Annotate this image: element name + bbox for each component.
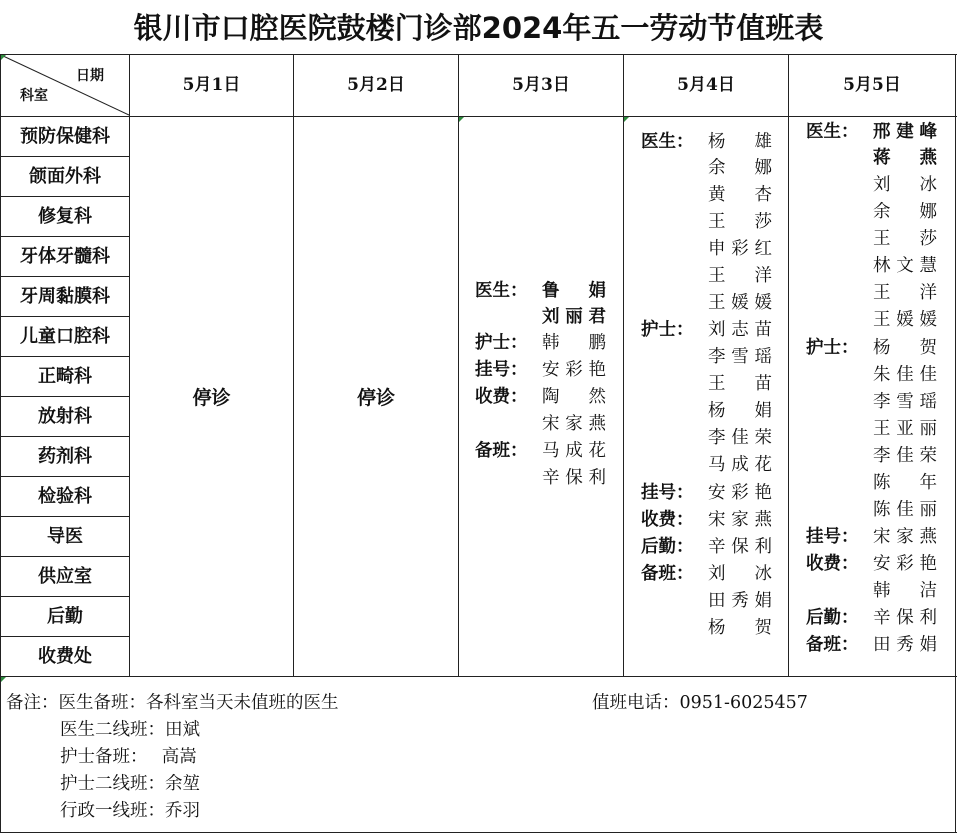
staff-name: 陶 然 [542,387,606,407]
staff-name: 杨 贺 [708,618,772,638]
staff-name: 杨 贺 [873,338,937,358]
department-label: 预防保健科 [20,126,110,147]
doctor-label: 医生： [641,132,694,152]
staff-name: 韩 鹏 [542,333,606,353]
staff-name: 李雪瑶 [708,347,772,367]
register-label: 挂号： [641,483,694,503]
department-label: 修复科 [38,206,92,227]
department-label: 药剂科 [38,446,92,467]
staff-name: 杨 雄 [708,132,772,152]
staff-name: 辛保利 [708,537,772,557]
page-title: 银川市口腔医院鼓楼门诊部2024年五一劳动节值班表 [133,11,824,45]
staff-name: 陈 年 [873,473,937,493]
department-label: 后勤 [47,606,83,627]
staff-name: 刘志苗 [708,320,772,340]
staff-name: 王 莎 [873,229,937,249]
corner-dept-label: 科室 [20,88,48,104]
department-label: 牙体牙髓科 [20,246,110,267]
staff-name: 安彩艳 [873,554,937,574]
staff-name: 韩 洁 [873,581,937,601]
staff-name: 黄 杏 [708,185,772,205]
staff-name: 余 娜 [708,158,772,178]
department-label: 放射科 [38,406,92,427]
staff-name: 鲁 娟 [542,281,606,301]
staff-name: 辛保利 [542,468,606,488]
cell-marker [1,677,6,682]
date-header: 5月3日 [512,75,570,95]
backup-label: 备班： [806,635,859,655]
note-line: 护士二线班：余堃 [60,774,200,794]
cell-marker [1,55,6,60]
staff-name: 李佳荣 [708,428,772,448]
doctor-label: 医生： [806,122,859,142]
staff-name: 刘丽君 [542,307,606,327]
staff-name: 王媛媛 [873,310,937,330]
note-line: 医生二线班：田斌 [60,720,200,740]
date-header: 5月5日 [843,75,901,95]
nurse-label: 护士： [641,320,694,340]
staff-name: 辛保利 [873,608,937,628]
closed-label-day2: 停诊 [356,387,395,409]
staff-name: 安彩艳 [542,360,606,380]
cell-marker [624,117,629,122]
staff-name: 宋家燕 [873,527,937,547]
logistics-label: 后勤： [806,608,859,628]
staff-name: 马成花 [708,455,772,475]
staff-name: 宋家燕 [708,510,772,530]
backup-label: 备班： [475,441,528,461]
date-header: 5月4日 [677,75,735,95]
department-label: 儿童口腔科 [20,326,110,347]
fee-label: 收费： [475,387,528,407]
staff-name: 陈佳丽 [873,500,937,520]
corner-date-label: 日期 [76,68,104,84]
register-label: 挂号： [475,360,528,380]
doctor-label: 医生： [475,281,528,301]
logistics-label: 后勤： [641,537,694,557]
register-label: 挂号： [806,527,859,547]
staff-name: 王 洋 [873,283,937,303]
staff-name: 朱佳佳 [873,365,937,385]
staff-name: 申彩红 [708,239,772,259]
department-label: 收费处 [38,646,92,667]
staff-name: 王 洋 [708,266,772,286]
staff-name: 王媛媛 [708,293,772,313]
note-line: 护士备班： 高嵩 [60,747,197,767]
staff-name: 王 苗 [708,374,772,394]
staff-name: 马成花 [542,441,606,461]
note-line: 备注：医生备班：各科室当天未值班的医生 [6,693,339,713]
department-label: 正畸科 [38,366,92,387]
staff-name: 林文慧 [873,256,937,276]
staff-name: 邢建峰 [873,122,937,142]
duty-phone: 值班电话：0951-6025457 [592,693,808,713]
date-header: 5月2日 [347,75,405,95]
fee-label: 收费： [806,554,859,574]
staff-name: 田秀娟 [873,635,937,655]
staff-name: 杨 娟 [708,401,772,421]
cell-marker [459,117,464,122]
staff-name: 蒋 燕 [873,148,937,168]
staff-name: 宋家燕 [542,414,606,434]
staff-name: 田秀娟 [708,591,772,611]
staff-name: 李佳荣 [873,446,937,466]
staff-name: 王亚丽 [873,419,937,439]
date-header: 5月1日 [182,75,241,95]
staff-name: 刘 冰 [873,175,937,195]
department-label: 颌面外科 [29,166,101,187]
staff-name: 安彩艳 [708,483,772,503]
staff-name: 王 莎 [708,212,772,232]
fee-label: 收费： [641,510,694,530]
staff-name: 李雪瑶 [873,392,937,412]
backup-label: 备班： [641,564,694,584]
nurse-label: 护士： [806,338,859,358]
closed-label-day1: 停诊 [192,387,231,409]
department-label: 检验科 [38,486,92,507]
department-label: 供应室 [38,566,92,587]
note-line: 行政一线班：乔羽 [60,801,200,821]
nurse-label: 护士： [475,333,528,353]
department-label: 导医 [47,526,83,547]
department-label: 牙周黏膜科 [20,286,110,307]
staff-name: 刘 冰 [708,564,772,584]
staff-name: 余 娜 [873,202,937,222]
